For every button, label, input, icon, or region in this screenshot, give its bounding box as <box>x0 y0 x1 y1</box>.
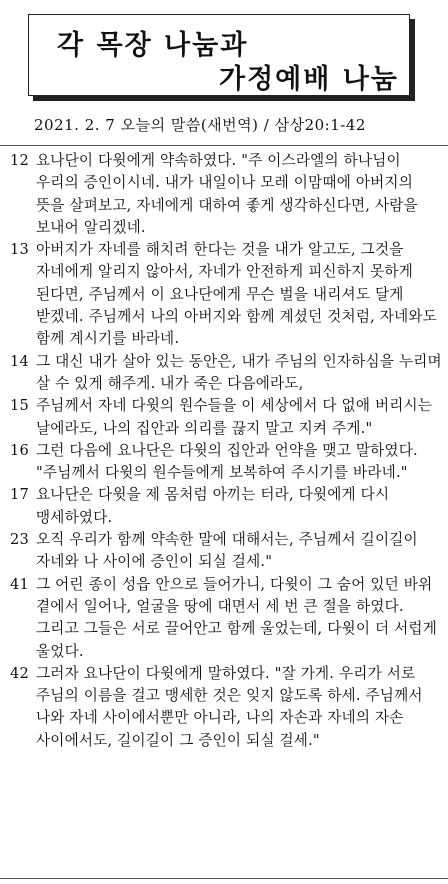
page-title-line1: 각 목장 나눔과 <box>57 30 249 61</box>
verse-number: 41 <box>10 575 29 593</box>
verse-text: 그러자 요나단이 다윗에게 말하였다. "잘 가게. 우리가 서로 주님의 이름을 걸고 맹세한 것은 잊지 않도록 하세. 주님께서 나와 자네 사이에서뿐만 아니라, 나의 자손과 자네의 자손 사이에서도, 길이길이 그 증인이 되실 걸세." <box>36 664 423 749</box>
verse-item <box>10 574 442 663</box>
verse-number: 42 <box>10 664 29 682</box>
verse-number: 23 <box>10 531 29 549</box>
verse-item <box>10 663 442 752</box>
divider-bottom <box>0 878 448 879</box>
verse-number: 13 <box>10 241 29 259</box>
verse-number: 14 <box>10 352 29 370</box>
verse-item <box>10 529 442 574</box>
verse-item <box>10 351 442 396</box>
verse-number: 16 <box>10 441 29 459</box>
verse-list <box>10 150 442 752</box>
verse-item <box>10 395 442 440</box>
verse-item <box>10 440 442 485</box>
verse-text: 그런 다음에 요나단은 다윗의 집안과 언약을 맺고 말하였다. "주님께서 다윗의 원수들에게 보복하여 주시기를 바라네." <box>36 441 418 482</box>
verse-text: 요나단은 다윗을 제 몸처럼 아끼는 터라, 다윗에게 다시 맹세하였다. <box>36 486 390 526</box>
title-box <box>28 14 410 96</box>
verse-text: 그 대신 내가 살아 있는 동안은, 내가 주님의 인자하심을 누리며 살 수 있게 해주게. 내가 죽은 다음에라도, <box>36 352 442 392</box>
verse-number: 17 <box>10 486 29 504</box>
verse-item <box>10 150 442 239</box>
verse-number: 12 <box>10 152 29 169</box>
verse-item <box>10 484 442 529</box>
divider-top <box>0 145 448 146</box>
page-title-line2: 가정예배 나눔 <box>219 64 399 95</box>
verse-text: 그 어린 종이 성읍 안으로 들어가니, 다윗이 그 숨어 있던 바위 곁에서 일어나, 얼굴을 땅에 대면서 세 번 큰 절을 하였다. 그리고 그들은 서로 끌어안고 함께 울었는데, 다윗이 더 서럽게 울었다. <box>36 575 437 660</box>
verse-item <box>10 239 442 350</box>
verse-text: 오직 우리가 함께 약속한 말에 대해서는, 주님께서 길이길이 자네와 나 사이에 증인이 되실 걸세." <box>36 531 418 571</box>
scripture-reference: 2021. 2. 7 오늘의 말씀(새번역) / 삼상20:1-42 <box>34 116 366 134</box>
verse-text: 아버지가 자네를 해치려 한다는 것을 내가 알고도, 그것을 자네에게 알리지 않아서, 자네가 안전하게 피신하지 못하게 된다면, 주님께서 이 요나단에게 무슨 벌을 내리셔도 달게 받겠네. 주님께서 나의 아버지와 함께 계셨던 것처럼, 자네와도 함께 계시기를 바라네. <box>36 241 437 348</box>
verse-text: 요나단이 다윗에게 약속하였다. "주 이스라엘의 하나님이 우리의 증인이시네. 내가 내일이나 모레 이맘때에 아버지의 뜻을 살펴보고, 자네에게 대하여 좋게 생각하신다면, 사람을 보내어 알리겠네. <box>36 152 418 236</box>
verse-number: 15 <box>10 397 29 415</box>
verse-text: 주님께서 자네 다윗의 원수들을 이 세상에서 다 없애 버리시는 날에라도, 나의 집안과 의리를 끊지 말고 지켜 주게." <box>36 397 433 437</box>
